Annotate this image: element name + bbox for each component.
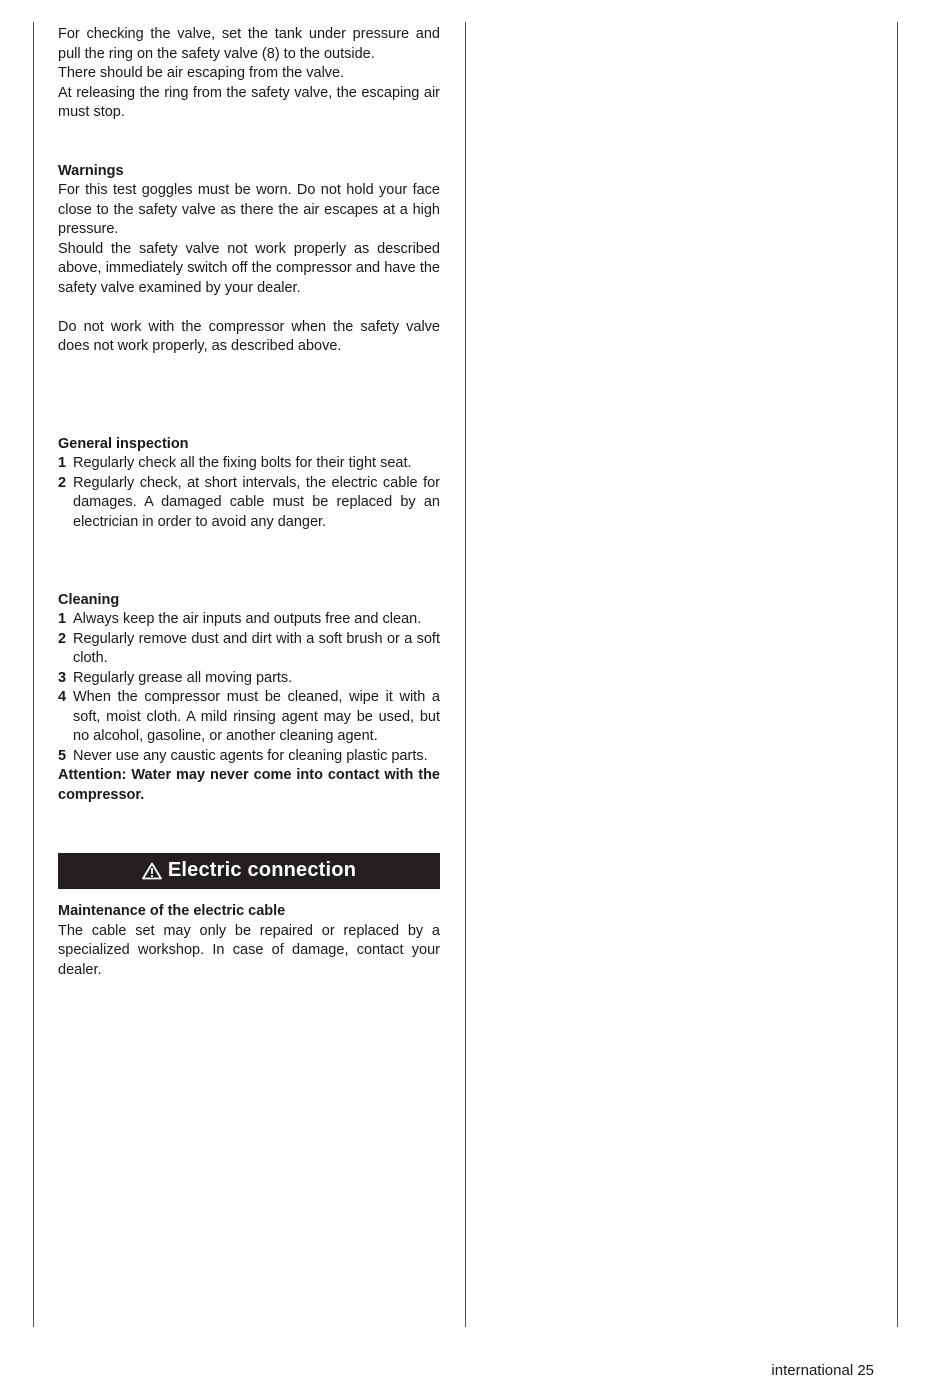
list-item-number: 1 (58, 611, 67, 627)
valve-check-section (58, 25, 440, 123)
general-inspection-section (58, 435, 440, 533)
list-item-number: 3 (58, 669, 67, 686)
list-item-text: Regularly grease all moving parts. (73, 669, 293, 686)
electric-connection-banner (58, 853, 440, 889)
valve-check-paragraph-1: For checking the valve, set the tank under pressure and pull the ring on the safety valve (8) to the outside. (58, 26, 440, 62)
valve-check-paragraph-2: There should be air escaping from the valve. (58, 65, 345, 81)
list-item-number: 4 (58, 689, 67, 705)
cleaning-heading: Cleaning (58, 591, 120, 608)
list-item-number: 2 (58, 474, 67, 491)
center-column-rule (465, 22, 466, 1327)
electric-connection-title: Electric connection (167, 859, 357, 882)
list-item (58, 747, 440, 767)
warnings-paragraph-3: Do not work with the compressor when the safety valve does not work properly, as described above. (58, 318, 440, 354)
general-inspection-list (58, 454, 440, 532)
list-item (58, 669, 440, 689)
warnings-paragraph-2: Should the safety valve not work properly as described above, immediately switch off the compressor and have the safety valve examined by your dealer. (58, 240, 440, 296)
cleaning-list (58, 610, 440, 766)
left-column-rule (33, 22, 34, 1327)
page-footer: international 25 (771, 1362, 874, 1379)
warnings-heading: Warnings (58, 162, 124, 179)
warnings-section (58, 162, 440, 357)
list-item-text: Always keep the air inputs and outputs free and clean. (73, 611, 422, 627)
list-item-number: 2 (58, 630, 67, 647)
list-item (58, 454, 440, 474)
list-item (58, 610, 440, 630)
list-item-text: Never use any caustic agents for cleaning plastic parts. (73, 747, 428, 764)
list-item-text: Regularly remove dust and dirt with a soft brush or a soft cloth. (73, 630, 440, 666)
cleaning-section (58, 591, 440, 806)
left-text-column (58, 25, 440, 980)
valve-check-paragraph-3: At releasing the ring from the safety valve, the escaping air must stop. (58, 84, 440, 120)
right-column-rule (897, 22, 898, 1327)
list-item-text: When the compressor must be cleaned, wipe it with a soft, moist cloth. A mild rinsing agent may be used, but no alcohol, gasoline, or another cleaning agent. (73, 689, 440, 744)
maintenance-cable-paragraph: The cable set may only be repaired or replaced by a specialized workshop. In case of damage, contact your dealer. (58, 922, 440, 978)
list-item (58, 474, 440, 533)
list-item-text: Regularly check, at short intervals, the electric cable for damages. A damaged cable must be replaced by an electrician in order to avoid any danger. (73, 474, 440, 530)
electric-connection-section (58, 853, 440, 980)
list-item-number: 5 (58, 747, 67, 764)
list-item (58, 688, 440, 747)
list-item (58, 630, 440, 669)
warnings-paragraph-1: For this test goggles must be worn. Do not hold your face close to the safety valve as there the air escapes at a high pressure. (58, 182, 440, 237)
maintenance-cable-heading: Maintenance of the electric cable (58, 903, 286, 919)
general-inspection-heading: General inspection (58, 435, 189, 452)
list-item-number: 1 (58, 455, 67, 471)
attention-note: Attention: Water may never come into contact with the compressor. (58, 767, 440, 803)
warning-triangle-icon (142, 862, 162, 880)
list-item-text: Regularly check all the fixing bolts for their tight seat. (73, 455, 412, 471)
